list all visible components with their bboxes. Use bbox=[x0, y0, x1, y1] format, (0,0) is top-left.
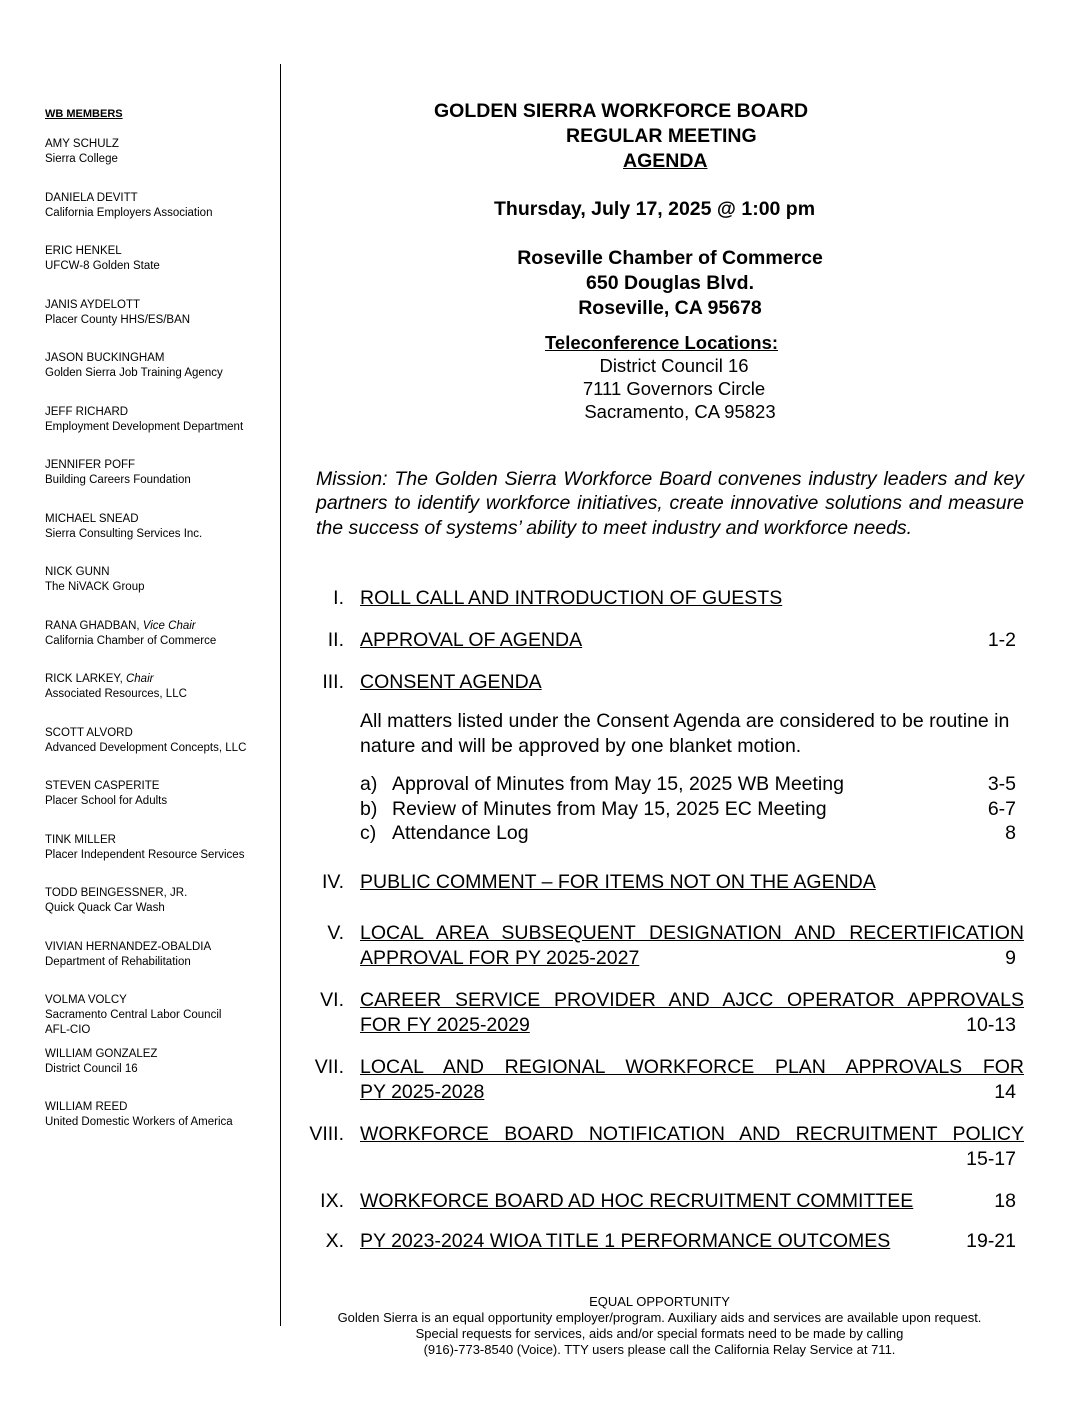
agenda-item-title: APPROVAL OF AGENDA bbox=[360, 629, 583, 651]
meeting-datetime: Thursday, July 17, 2025 @ 1:00 pm bbox=[494, 198, 816, 220]
agenda-item-pages: 1-2 bbox=[987, 629, 1016, 651]
agenda-item-title: CAREER SERVICE PROVIDER AND AJCC OPERATOR APPROVALS bbox=[360, 989, 1024, 1011]
member-name-line bbox=[45, 940, 270, 955]
member-entry bbox=[45, 298, 270, 352]
member-name-line bbox=[45, 833, 270, 848]
member-organization: Golden Sierra Job Training Agency bbox=[45, 367, 223, 379]
agenda-item-pages: 19-21 bbox=[966, 1230, 1016, 1252]
consent-item-label: b) bbox=[360, 798, 378, 820]
agenda-item-number: V. bbox=[327, 922, 344, 944]
member-entry bbox=[45, 833, 270, 887]
member-name-line bbox=[45, 244, 270, 259]
member-organization: The NiVACK Group bbox=[45, 581, 145, 593]
member-organization: Quick Quack Car Wash bbox=[45, 902, 165, 914]
footer-line: (916)-773-8540 (Voice). TTY users please call the California Relay Service at 711. bbox=[423, 1342, 896, 1357]
member-name-line bbox=[45, 672, 270, 687]
member-organization: Sierra College bbox=[45, 153, 118, 165]
consent-item-text: Attendance Log bbox=[392, 822, 529, 844]
member-name-line bbox=[45, 1100, 270, 1115]
member-name-line bbox=[45, 619, 270, 634]
member-entry bbox=[45, 726, 270, 780]
agenda-heading: AGENDA bbox=[623, 150, 708, 172]
members-sidebar bbox=[45, 108, 270, 1154]
consent-description: All matters listed under the Consent Agenda are considered to be routine in nature and will be approved by one blanket motion. bbox=[360, 710, 1010, 757]
footer-title: EQUAL OPPORTUNITY bbox=[589, 1294, 730, 1309]
member-organization: Employment Development Department bbox=[45, 420, 244, 433]
org-title: GOLDEN SIERRA WORKFORCE BOARD bbox=[434, 100, 809, 122]
member-organization: Placer Independent Resource Services bbox=[45, 848, 245, 861]
member-organization: United Domestic Workers of America bbox=[45, 1116, 233, 1128]
agenda-item-title: WORKFORCE BOARD AD HOC RECRUITMENT COMMITTEE bbox=[360, 1190, 914, 1212]
member-organization: Advanced Development Concepts, LLC bbox=[45, 741, 247, 754]
consent-item-text: Review of Minutes from May 15, 2025 EC Meeting bbox=[392, 798, 827, 820]
member-entry bbox=[45, 886, 270, 940]
member-name: AMY SCHULZ bbox=[45, 138, 119, 150]
member-organization: AFL-CIO bbox=[45, 1024, 91, 1036]
member-name: DANIELA DEVITT bbox=[45, 191, 138, 204]
member-organization: California Chamber of Commerce bbox=[45, 634, 217, 647]
meeting-type: REGULAR MEETING bbox=[566, 125, 757, 147]
member-name-line bbox=[45, 726, 270, 741]
member-name: TODD BEINGESSNER, JR. bbox=[45, 887, 188, 899]
member-organization: Sierra Consulting Services Inc. bbox=[45, 527, 203, 540]
agenda-item-title-cont: PY 2025-2028 bbox=[360, 1080, 485, 1103]
consent-item-pages: 3-5 bbox=[987, 773, 1016, 795]
member-entry bbox=[45, 779, 270, 833]
agenda-item-number: VI. bbox=[320, 989, 344, 1011]
member-name-line bbox=[45, 512, 270, 527]
member-name: RICK LARKEY, bbox=[45, 673, 123, 685]
member-name: VIVIAN HERNANDEZ-OBALDIA bbox=[45, 940, 212, 953]
teleconference-street: 7111 Governors Circle bbox=[582, 378, 766, 399]
agenda-item-number: IX. bbox=[320, 1190, 344, 1212]
member-entry bbox=[45, 619, 270, 673]
member-organization: District Council 16 bbox=[45, 1062, 138, 1075]
member-entry bbox=[45, 458, 270, 512]
member-name-line bbox=[45, 1047, 270, 1062]
member-name: STEVEN CASPERITE bbox=[45, 780, 160, 792]
member-entry bbox=[45, 993, 270, 1047]
agenda-item-title: ROLL CALL AND INTRODUCTION OF GUESTS bbox=[360, 587, 783, 609]
member-entry bbox=[45, 191, 270, 245]
footer-line: Special requests for services, aids and/or special formats need to be made by calling bbox=[415, 1326, 904, 1341]
member-name-line bbox=[45, 886, 270, 901]
member-name: ERIC HENKEL bbox=[45, 245, 122, 257]
consent-item-label: c) bbox=[360, 822, 377, 844]
venue-name: Roseville Chamber of Commerce bbox=[517, 247, 823, 269]
member-name: MICHAEL SNEAD bbox=[45, 512, 139, 525]
member-name-line bbox=[45, 298, 270, 313]
agenda-item-pages: 9 bbox=[1005, 946, 1016, 969]
member-name-line bbox=[45, 993, 270, 1008]
agenda-item-title-cont: FOR FY 2025-2029 bbox=[360, 1013, 530, 1036]
agenda-item-title: LOCAL AREA SUBSEQUENT DESIGNATION AND RECERTIFICATION bbox=[360, 922, 1024, 944]
member-name: NICK GUNN bbox=[45, 566, 110, 578]
member-organization: California Employers Association bbox=[45, 206, 213, 219]
teleconference-name: District Council 16 bbox=[599, 355, 749, 376]
member-role: Chair bbox=[125, 673, 154, 685]
agenda-item-number: I. bbox=[333, 587, 344, 609]
member-name-line bbox=[45, 405, 270, 420]
member-organization: Department of Rehabilitation bbox=[45, 955, 191, 968]
member-entry bbox=[45, 565, 270, 619]
agenda-item-number: VII. bbox=[314, 1056, 344, 1078]
member-entry bbox=[45, 512, 270, 566]
member-name: WILLIAM GONZALEZ bbox=[45, 1047, 158, 1060]
member-name: WILLIAM REED bbox=[45, 1101, 128, 1113]
member-entry bbox=[45, 351, 270, 405]
footer-line: Golden Sierra is an equal opportunity employer/program. Auxiliary aids and services are available upon request. bbox=[337, 1310, 982, 1325]
agenda-item-pages: 18 bbox=[994, 1190, 1016, 1212]
member-name: JASON BUCKINGHAM bbox=[45, 352, 165, 364]
member-organization: Placer School for Adults bbox=[45, 795, 168, 807]
member-entry bbox=[45, 672, 270, 726]
agenda-item-pages: 10-13 bbox=[966, 1013, 1016, 1036]
agenda-item-title-cont: APPROVAL FOR PY 2025-2027 bbox=[360, 946, 640, 969]
agenda-item-title: CONSENT AGENDA bbox=[360, 671, 542, 693]
member-name-line bbox=[45, 137, 270, 152]
agenda-item-title: PUBLIC COMMENT – FOR ITEMS NOT ON THE AGENDA bbox=[360, 871, 876, 893]
member-entry bbox=[45, 1100, 270, 1154]
venue-street: 650 Douglas Blvd. bbox=[586, 272, 754, 294]
member-organization: Associated Resources, LLC bbox=[45, 688, 187, 700]
member-role: Vice Chair bbox=[142, 619, 196, 632]
member-entry bbox=[45, 137, 270, 191]
member-name: JANIS AYDELOTT bbox=[45, 298, 141, 311]
member-entry bbox=[45, 940, 270, 994]
member-name: TINK MILLER bbox=[45, 833, 116, 846]
teleconference-city: Sacramento, CA 95823 bbox=[584, 401, 776, 422]
mission-statement: Mission: The Golden Sierra Workforce Board convenes industry leaders and key partners to identify workforce initiatives, create innovative solutions and measure the success of systems’ ability to meet industry and workforce needs. bbox=[316, 468, 1024, 539]
member-name: RANA GHADBAN, bbox=[45, 619, 140, 632]
member-organization: UFCW-8 Golden State bbox=[45, 260, 160, 272]
member-organization: Building Careers Foundation bbox=[45, 474, 191, 486]
consent-item-label: a) bbox=[360, 773, 378, 795]
member-name: SCOTT ALVORD bbox=[45, 726, 133, 739]
member-organization: Placer County HHS/ES/BAN bbox=[45, 313, 191, 326]
member-name-line bbox=[45, 191, 270, 206]
member-entry bbox=[45, 1047, 270, 1101]
agenda-item-number: III. bbox=[322, 671, 344, 693]
member-list bbox=[45, 137, 270, 1154]
agenda-item-title: WORKFORCE BOARD NOTIFICATION AND RECRUITMENT POLICY bbox=[360, 1123, 1024, 1145]
member-entry bbox=[45, 405, 270, 459]
equal-opportunity-footer bbox=[281, 1294, 1038, 1358]
member-entry bbox=[45, 244, 270, 298]
agenda-item-number: VIII. bbox=[309, 1123, 344, 1145]
agenda-item-title: LOCAL AND REGIONAL WORKFORCE PLAN APPROVALS FOR bbox=[360, 1056, 1024, 1078]
member-name-line bbox=[45, 458, 270, 473]
member-name: VOLMA VOLCY bbox=[45, 994, 127, 1006]
agenda-item-number: X. bbox=[325, 1230, 344, 1252]
member-name: JENNIFER POFF bbox=[45, 459, 136, 471]
member-name: JEFF RICHARD bbox=[45, 405, 129, 418]
agenda-item-number: II. bbox=[327, 629, 344, 651]
agenda-item-number: IV. bbox=[321, 871, 344, 893]
sidebar-divider bbox=[280, 64, 281, 1326]
consent-item-pages: 6-7 bbox=[987, 798, 1016, 820]
agenda-item-title: PY 2023-2024 WIOA TITLE 1 PERFORMANCE OUTCOMES bbox=[360, 1230, 891, 1252]
members-title: WB MEMBERS bbox=[45, 108, 123, 120]
venue-city: Roseville, CA 95678 bbox=[578, 297, 762, 319]
member-organization: Sacramento Central Labor Council bbox=[45, 1009, 222, 1021]
agenda-item-pages: 15-17 bbox=[966, 1147, 1016, 1170]
member-name-line bbox=[45, 565, 270, 580]
member-name-line bbox=[45, 351, 270, 366]
consent-item-text: Approval of Minutes from May 15, 2025 WB Meeting bbox=[392, 773, 844, 795]
teleconference-label: Teleconference Locations: bbox=[545, 332, 779, 353]
agenda-item-pages: 14 bbox=[994, 1080, 1016, 1103]
member-name-line bbox=[45, 779, 270, 794]
consent-item-pages: 8 bbox=[1005, 822, 1016, 844]
